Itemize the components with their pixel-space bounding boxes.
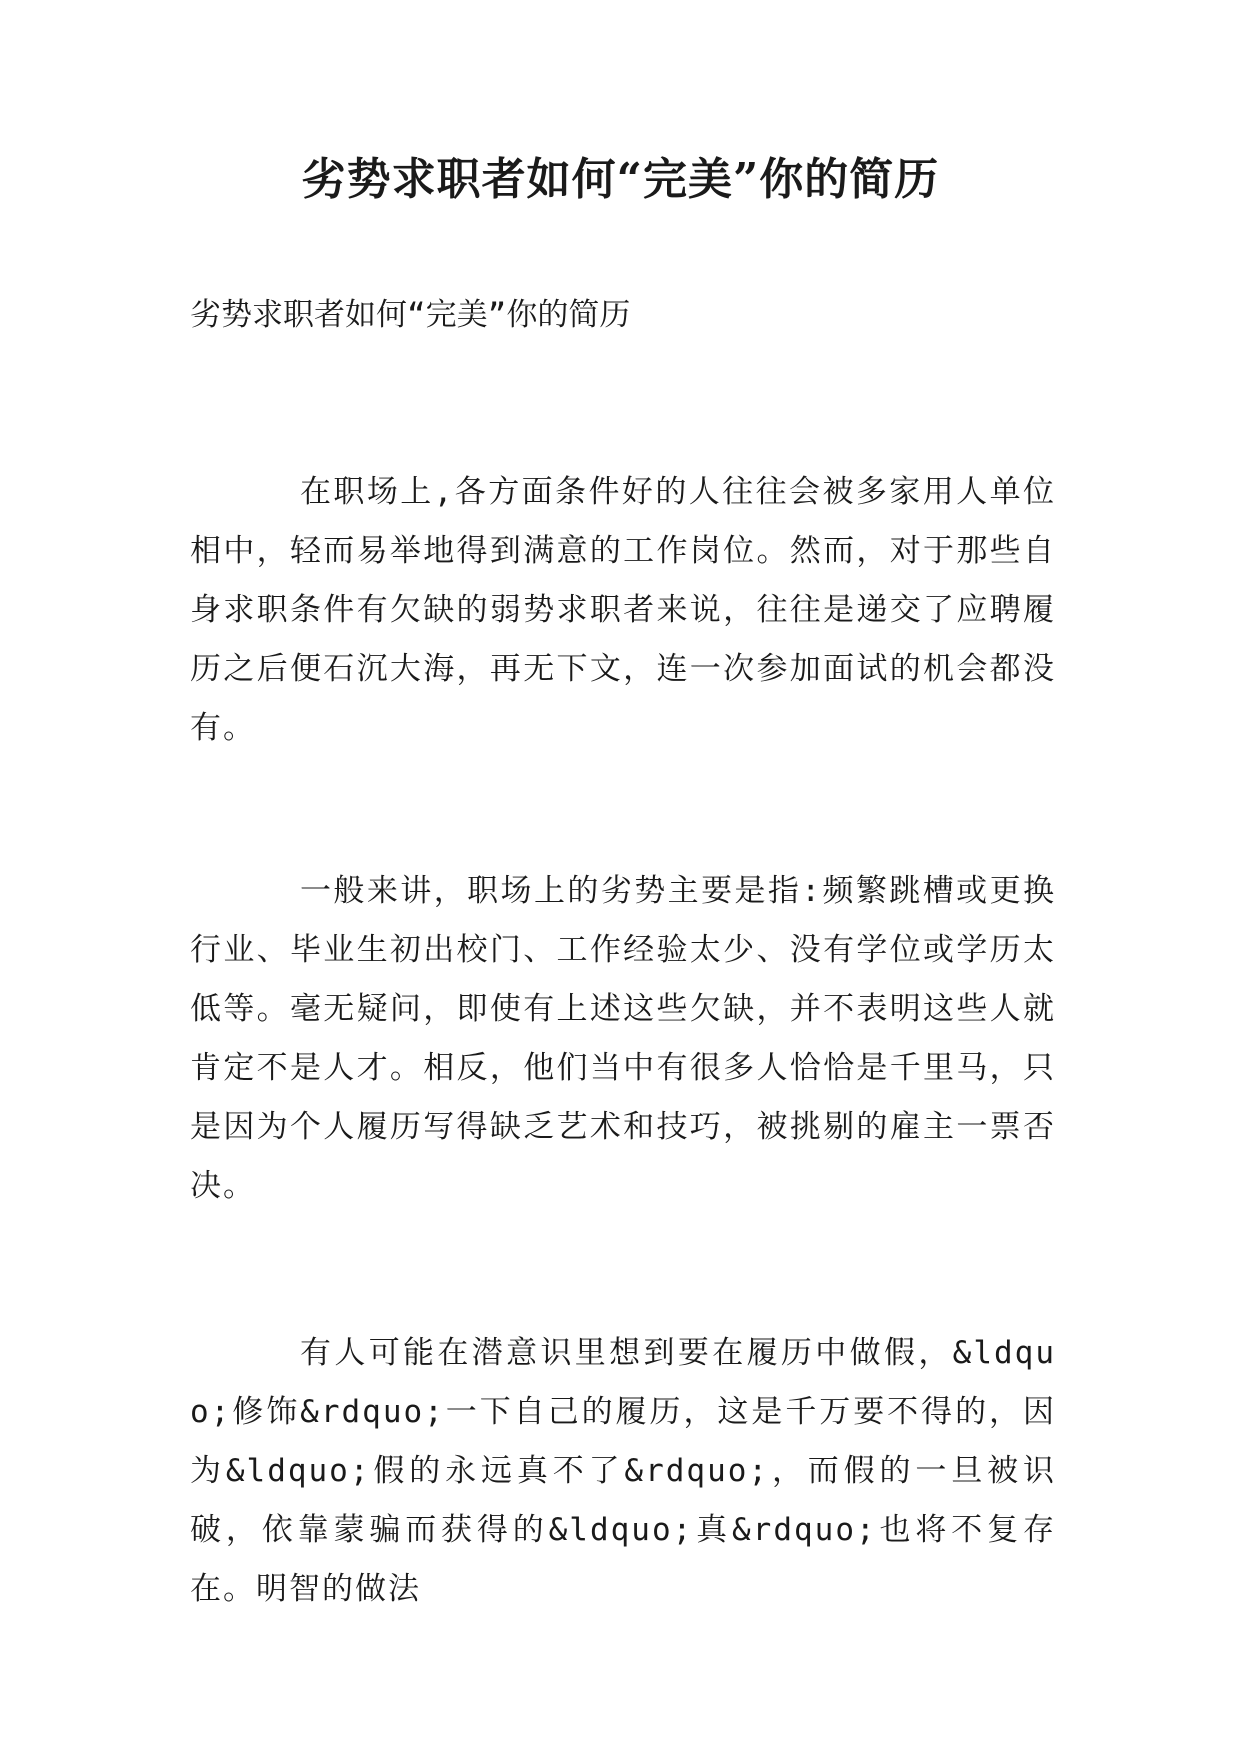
document-subtitle: 劣势求职者如何“完美”你的简历: [190, 297, 631, 333]
body-paragraph: 一般来讲，职场上的劣势主要是指:频繁跳槽或更换行业、毕业生初出校门、工作经验太少、没有学位或学历太低等。毫无疑问，即使有上述这些欠缺，并不表明这些人就肯定不是人才。相反，他们当中有很多人恰恰是千里马，只是因为个人履历写得缺乏艺术和技巧，被挑剔的雇主一票否决。: [190, 873, 1056, 1204]
body-paragraph: 在职场上,各方面条件好的人往往会被多家用人单位相中，轻而易举地得到满意的工作岗位。然而，对于那些自身求职条件有欠缺的弱势求职者来说，往往是递交了应聘履历之后便石沉大海，再无下文，连一次参加面试的机会都没有。: [190, 474, 1056, 746]
body-paragraph: 有人可能在潜意识里想到要在履历中做假，&ldquo;修饰&rdquo;一下自己的履历，这是千万要不得的，因为&ldquo;假的永远真不了&rdquo;，而假的一旦被识破，依靠蒙骗而获得的&ldquo;真&rdquo;也将不复存在。明智的做法: [190, 1335, 1056, 1607]
document-title: 劣势求职者如何“完美”你的简历: [301, 154, 940, 205]
